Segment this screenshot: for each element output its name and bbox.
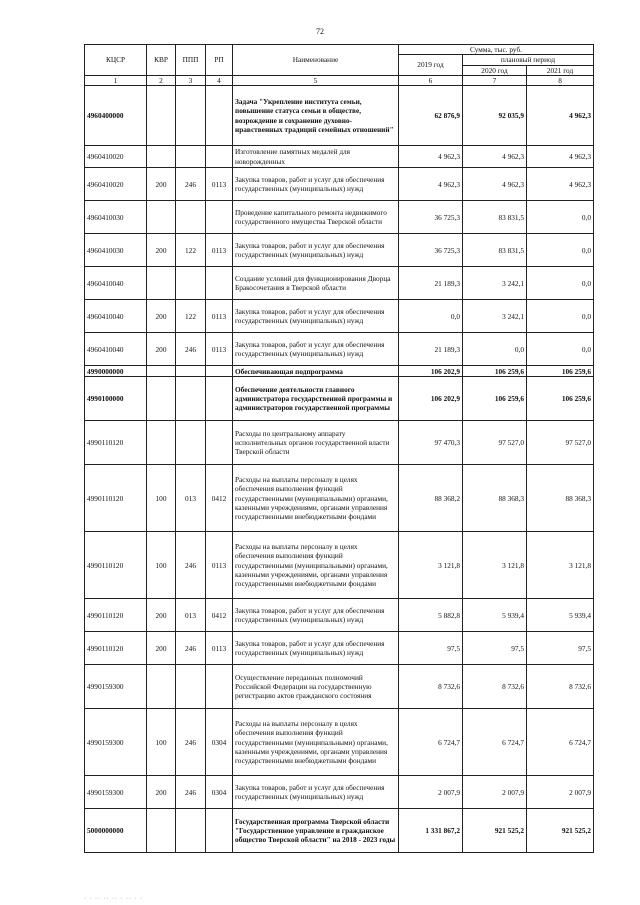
kcsr-cell: 4960410020 <box>85 146 147 168</box>
rp-cell <box>206 366 233 377</box>
table-row <box>85 267 594 300</box>
table-row <box>85 168 594 201</box>
kcsr-cell: 4990159300 <box>85 776 147 809</box>
table-row <box>85 599 594 632</box>
name-cell: Расходы на выплаты персоналу в целях обеспечения выполнения функций государственными (муниципальными) органами, казенными учреждениями, органами управления государственными внебюджетными фондами <box>233 709 399 776</box>
table-row <box>85 300 594 333</box>
name-cell: Осуществление переданных полномочий Российской Федерации на государственную регистрацию актов гражданского состояния <box>233 665 399 709</box>
kcsr-cell: 4990110120 <box>85 599 147 632</box>
ppp-cell: 013 <box>176 599 206 632</box>
header-kvr: КВР <box>147 45 176 76</box>
kcsr-cell: 4960400000 <box>85 86 147 146</box>
header-2019: 2019 год <box>399 55 463 76</box>
amount-2021-cell: 4 962,3 <box>527 86 594 146</box>
table-body <box>85 86 594 853</box>
amount-2021-cell: 0,0 <box>527 333 594 366</box>
rp-cell <box>206 665 233 709</box>
rp-cell <box>206 267 233 300</box>
amount-2021-cell: 106 259,6 <box>527 366 594 377</box>
kcsr-cell: 4990100000 <box>85 377 147 421</box>
amount-2020-cell: 88 368,3 <box>463 465 527 532</box>
amount-2019-cell: 106 202,9 <box>399 366 463 377</box>
kvr-cell: 200 <box>147 632 176 665</box>
kvr-cell: 100 <box>147 532 176 599</box>
amount-2019-cell: 4 962,3 <box>399 168 463 201</box>
header-kcsr: КЦСР <box>85 45 147 76</box>
rp-cell: 0113 <box>206 632 233 665</box>
scan-artifact: · · ·· ·· ·· · ·· · · <box>84 896 143 902</box>
kvr-cell <box>147 201 176 234</box>
amount-2021-cell: 0,0 <box>527 267 594 300</box>
amount-2019-cell: 3 121,8 <box>399 532 463 599</box>
kcsr-cell: 4990159300 <box>85 665 147 709</box>
table-row <box>85 146 594 168</box>
column-number: 6 <box>399 75 463 85</box>
ppp-cell: 122 <box>176 234 206 267</box>
amount-2019-cell: 2 007,9 <box>399 776 463 809</box>
amount-2021-cell: 97,5 <box>527 632 594 665</box>
header-name: Наименование <box>233 45 399 76</box>
name-cell: Проведение капитального ремонта недвижимого государственного имущества Тверской области <box>233 201 399 234</box>
amount-2019-cell: 106 202,9 <box>399 377 463 421</box>
table-row <box>85 809 594 853</box>
kvr-cell <box>147 267 176 300</box>
kvr-cell <box>147 377 176 421</box>
amount-2019-cell: 88 368,2 <box>399 465 463 532</box>
rp-cell: 0113 <box>206 168 233 201</box>
amount-2019-cell: 0,0 <box>399 300 463 333</box>
name-cell: Закупка товаров, работ и услуг для обеспечения государственных (муниципальных) нужд <box>233 632 399 665</box>
kcsr-cell: 4960410040 <box>85 300 147 333</box>
table-row <box>85 632 594 665</box>
table-row <box>85 234 594 267</box>
column-number: 1 <box>85 75 147 85</box>
kcsr-cell: 4960410030 <box>85 234 147 267</box>
amount-2019-cell: 36 725,3 <box>399 234 463 267</box>
name-cell: Закупка товаров, работ и услуг для обеспечения государственных (муниципальных) нужд <box>233 599 399 632</box>
kvr-cell: 200 <box>147 234 176 267</box>
kcsr-cell: 4990000000 <box>85 366 147 377</box>
ppp-cell: 246 <box>176 168 206 201</box>
kcsr-cell: 4990110120 <box>85 421 147 465</box>
name-cell: Расходы на выплаты персоналу в целях обеспечения выполнения функций государственными (муниципальными) органами, казенными учреждениями, органами управления государственными внебюджетными фондами <box>233 532 399 599</box>
amount-2019-cell: 5 882,8 <box>399 599 463 632</box>
amount-2020-cell: 921 525,2 <box>463 809 527 853</box>
budget-table <box>84 44 594 853</box>
amount-2020-cell: 2 007,9 <box>463 776 527 809</box>
amount-2019-cell: 62 876,9 <box>399 86 463 146</box>
kvr-cell <box>147 421 176 465</box>
kcsr-cell: 4990110120 <box>85 532 147 599</box>
name-cell: Закупка товаров, работ и услуг для обеспечения государственных (муниципальных) нужд <box>233 333 399 366</box>
rp-cell: 0113 <box>206 300 233 333</box>
amount-2020-cell: 92 035,9 <box>463 86 527 146</box>
amount-2021-cell: 4 962,3 <box>527 168 594 201</box>
ppp-cell <box>176 421 206 465</box>
amount-2020-cell: 3 242,1 <box>463 267 527 300</box>
rp-cell: 0113 <box>206 333 233 366</box>
table-row <box>85 709 594 776</box>
column-numbering-row <box>85 75 594 85</box>
amount-2020-cell: 0,0 <box>463 333 527 366</box>
table-row <box>85 201 594 234</box>
kvr-cell: 100 <box>147 465 176 532</box>
page-number: 72 <box>316 27 324 36</box>
ppp-cell <box>176 146 206 168</box>
amount-2021-cell: 97 527,0 <box>527 421 594 465</box>
table-row <box>85 377 594 421</box>
amount-2020-cell: 6 724,7 <box>463 709 527 776</box>
amount-2021-cell: 3 121,8 <box>527 532 594 599</box>
ppp-cell: 246 <box>176 532 206 599</box>
amount-2019-cell: 21 189,3 <box>399 333 463 366</box>
amount-2021-cell: 106 259,6 <box>527 377 594 421</box>
amount-2019-cell: 36 725,3 <box>399 201 463 234</box>
ppp-cell <box>176 86 206 146</box>
name-cell: Изготовление памятных медалей для новорожденных <box>233 146 399 168</box>
rp-cell: 0113 <box>206 532 233 599</box>
table-row <box>85 86 594 146</box>
name-cell: Государственная программа Тверской области "Государственное управление и гражданское общество Тверской области" на 2018 - 2023 годы <box>233 809 399 853</box>
ppp-cell <box>176 267 206 300</box>
rp-cell: 0412 <box>206 465 233 532</box>
kvr-cell: 200 <box>147 168 176 201</box>
name-cell: Обеспечивающая подпрограмма <box>233 366 399 377</box>
table-row <box>85 532 594 599</box>
ppp-cell: 122 <box>176 300 206 333</box>
amount-2020-cell: 97 527,0 <box>463 421 527 465</box>
kvr-cell: 100 <box>147 709 176 776</box>
table-row <box>85 421 594 465</box>
kcsr-cell: 4960410040 <box>85 267 147 300</box>
amount-2019-cell: 4 962,3 <box>399 146 463 168</box>
amount-2021-cell: 0,0 <box>527 300 594 333</box>
amount-2021-cell: 921 525,2 <box>527 809 594 853</box>
amount-2019-cell: 21 189,3 <box>399 267 463 300</box>
amount-2020-cell: 106 259,6 <box>463 377 527 421</box>
ppp-cell <box>176 201 206 234</box>
header-planned-period: плановый период <box>463 55 594 65</box>
amount-2021-cell: 4 962,3 <box>527 146 594 168</box>
amount-2020-cell: 8 732,6 <box>463 665 527 709</box>
kvr-cell: 200 <box>147 300 176 333</box>
amount-2020-cell: 4 962,3 <box>463 146 527 168</box>
column-number: 4 <box>206 75 233 85</box>
amount-2019-cell: 8 732,6 <box>399 665 463 709</box>
name-cell: Закупка товаров, работ и услуг для обеспечения государственных (муниципальных) нужд <box>233 776 399 809</box>
column-number: 2 <box>147 75 176 85</box>
kvr-cell <box>147 809 176 853</box>
column-number: 3 <box>176 75 206 85</box>
kcsr-cell: 4990159300 <box>85 709 147 776</box>
rp-cell: 0412 <box>206 599 233 632</box>
ppp-cell <box>176 377 206 421</box>
amount-2020-cell: 97,5 <box>463 632 527 665</box>
rp-cell <box>206 809 233 853</box>
name-cell: Задача "Укрепление института семьи, повышение статуса семьи в обществе, возрождение и сохранение духовно-нравственных традиций семейных отношений" <box>233 86 399 146</box>
table-row <box>85 366 594 377</box>
amount-2019-cell: 97 470,3 <box>399 421 463 465</box>
rp-cell <box>206 421 233 465</box>
kvr-cell: 200 <box>147 333 176 366</box>
column-number: 7 <box>463 75 527 85</box>
column-number: 5 <box>233 75 399 85</box>
amount-2020-cell: 106 259,6 <box>463 366 527 377</box>
ppp-cell: 246 <box>176 776 206 809</box>
table-row <box>85 333 594 366</box>
rp-cell <box>206 377 233 421</box>
name-cell: Закупка товаров, работ и услуг для обеспечения государственных (муниципальных) нужд <box>233 168 399 201</box>
name-cell: Закупка товаров, работ и услуг для обеспечения государственных (муниципальных) нужд <box>233 234 399 267</box>
amount-2020-cell: 5 939,4 <box>463 599 527 632</box>
header-rp: РП <box>206 45 233 76</box>
name-cell: Расходы на выплаты персоналу в целях обеспечения выполнения функций государственными (муниципальными) органами, казенными учреждениями, органами управления государственными внебюджетными фондами <box>233 465 399 532</box>
amount-2019-cell: 6 724,7 <box>399 709 463 776</box>
amount-2020-cell: 4 962,3 <box>463 168 527 201</box>
amount-2021-cell: 2 007,9 <box>527 776 594 809</box>
amount-2021-cell: 88 368,3 <box>527 465 594 532</box>
amount-2020-cell: 3 121,8 <box>463 532 527 599</box>
header-sum: Сумма, тыс. руб. <box>399 45 594 55</box>
name-cell: Обеспечение деятельности главного администратора государственной программы и администраторов государственной программы <box>233 377 399 421</box>
ppp-cell <box>176 665 206 709</box>
rp-cell <box>206 86 233 146</box>
kvr-cell: 200 <box>147 599 176 632</box>
rp-cell <box>206 146 233 168</box>
kvr-cell <box>147 665 176 709</box>
table-row <box>85 665 594 709</box>
kcsr-cell: 4960410020 <box>85 168 147 201</box>
amount-2020-cell: 83 831,5 <box>463 201 527 234</box>
header-2021: 2021 год <box>527 65 594 75</box>
kcsr-cell: 4960410040 <box>85 333 147 366</box>
name-cell: Создание условий для функционирования Дворца Бракосочетания в Тверской области <box>233 267 399 300</box>
kcsr-cell: 5000000000 <box>85 809 147 853</box>
name-cell: Расходы по центральному аппарату исполнительных органов государственной власти Тверской области <box>233 421 399 465</box>
kcsr-cell: 4990110120 <box>85 465 147 532</box>
ppp-cell <box>176 809 206 853</box>
amount-2020-cell: 83 831,5 <box>463 234 527 267</box>
header-2020: 2020 год <box>463 65 527 75</box>
column-number: 8 <box>527 75 594 85</box>
amount-2021-cell: 5 939,4 <box>527 599 594 632</box>
kvr-cell <box>147 86 176 146</box>
amount-2021-cell: 0,0 <box>527 201 594 234</box>
amount-2021-cell: 8 732,6 <box>527 665 594 709</box>
table-row <box>85 776 594 809</box>
table-row <box>85 465 594 532</box>
ppp-cell: 246 <box>176 709 206 776</box>
kvr-cell <box>147 146 176 168</box>
name-cell: Закупка товаров, работ и услуг для обеспечения государственных (муниципальных) нужд <box>233 300 399 333</box>
rp-cell: 0113 <box>206 234 233 267</box>
amount-2019-cell: 1 331 867,2 <box>399 809 463 853</box>
header-ppp: ППП <box>176 45 206 76</box>
amount-2021-cell: 0,0 <box>527 234 594 267</box>
amount-2021-cell: 6 724,7 <box>527 709 594 776</box>
rp-cell <box>206 201 233 234</box>
amount-2020-cell: 3 242,1 <box>463 300 527 333</box>
amount-2019-cell: 97,5 <box>399 632 463 665</box>
kvr-cell <box>147 366 176 377</box>
ppp-cell: 246 <box>176 333 206 366</box>
ppp-cell: 013 <box>176 465 206 532</box>
kvr-cell: 200 <box>147 776 176 809</box>
rp-cell: 0304 <box>206 709 233 776</box>
ppp-cell: 246 <box>176 632 206 665</box>
kcsr-cell: 4990110120 <box>85 632 147 665</box>
rp-cell: 0304 <box>206 776 233 809</box>
kcsr-cell: 4960410030 <box>85 201 147 234</box>
ppp-cell <box>176 366 206 377</box>
